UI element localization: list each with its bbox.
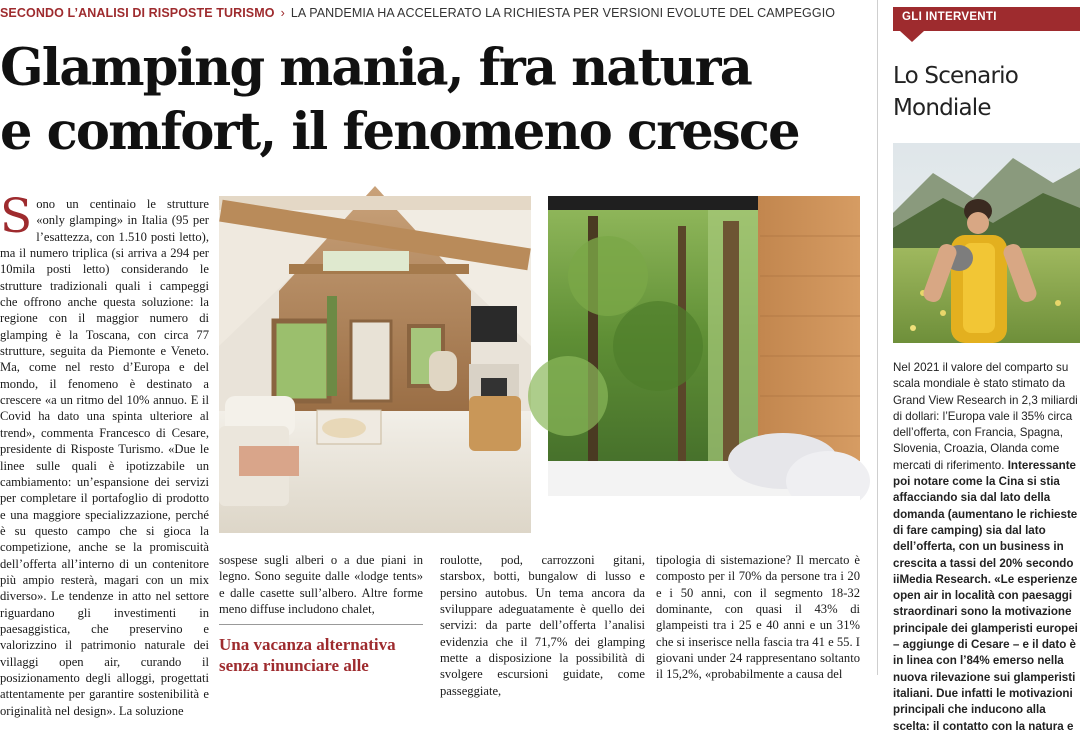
divider: [219, 624, 423, 625]
chevron-right-icon: ›: [280, 6, 285, 20]
sidebar-text-bold: Interessante poi notare come la Cina si stia affacciando sia dal lato della domanda (aumentano le richieste di fare camping) sia dal lato dell’offerta, con un business in crescita a tassi del 20% secondo iiMedia Research. «Le esperienze open air in località con paesaggi straordinari sono la motivazione principale dei glamperisti europei – aggiunge di Cesare – e il dato è in linea con l’84% emerso nella nuova rilevazione sui glamperisti italiani. Due infatti le motivazioni principali che inducono alla scelta: il contatto con la natura e: [893, 458, 1078, 733]
article-column-3: roulotte, pod, carrozzoni gitani, starsbox, botti, bungalow di lusso e persino autobus. Un tema ancora da sviluppare adeguatamente è quello dei servizi: da parte dell’offerta l’analisi evidenzia che il 71,7% dei glamping mette a disposizione la possibilità di svolgere escursioni guidate, come passeggiate,: [440, 553, 645, 698]
kicker-text: LA PANDEMIA HA ACCELERATO LA RICHIESTA PER VERSIONI EVOLUTE DEL CAMPEGGIO: [290, 6, 836, 20]
article-column-1: [0, 189, 209, 718]
sidebar-title: Lo Scenario Mondiale: [893, 63, 1018, 121]
column-divider: [877, 0, 878, 675]
photo-forest-bedroom: [548, 196, 860, 533]
headline-line-2: e comfort, il fenomeno cresce: [0, 102, 799, 162]
forest-bedroom-image: [548, 196, 860, 533]
headline-line-1: Glamping mania, fra natura: [0, 38, 751, 98]
tab-pointer-icon: [900, 31, 924, 42]
kicker-section: SECONDO L’ANALISI DI RISPOSTE TURISMO: [0, 6, 275, 20]
photo-hiker: [893, 143, 1080, 343]
kicker: [0, 6, 835, 26]
subheading: Una vacanza alternativa senza rinunciare alle: [219, 635, 396, 675]
sidebar-text-plain: Nel 2021 il valore del comparto su scala mondiale è stato stimato da Grand View Research in 2,3 miliardi di dollari: l’Europa vale il 35% circa dell’offerta, con Francia, Spagna, Slovenia, Croazia, Olanda come mercati di riferimento.: [893, 361, 1078, 472]
sidebar-text: [893, 360, 1080, 733]
dropcap: S: [0, 189, 33, 244]
section-tab-label: GLI INTERVENTI: [902, 11, 997, 23]
photo-cabin-interior: [219, 196, 531, 533]
headline: [0, 36, 860, 164]
section-tab: [893, 7, 1080, 31]
article-column-2: sospese sugli alberi o a due piani in legno. Sono seguite dalle «lodge tents» e dalle casette sull’albero. Altre forme meno diffuse includono chalet,: [219, 553, 423, 617]
hiker-image: [893, 143, 1080, 343]
cabin-interior-image: [219, 196, 531, 533]
article-column-1-text: ono un centinaio le strutture «only glamping» in Italia (95 per l’esattezza, con 1.510 posti letto), ma il numero triplica (si arriva a 294 per 10mila posti letto) considerando le strutture tradizionali quali i campeggi che offrono anche questa soluzione: la regione con il maggior numero di glamping è la Toscana, con circa 77 strutture, seguita da Piemonte e Veneto. Ma, come nel resto d’Europa e del mondo, il fenomeno è destinato a crescere «a un ritmo del 10% annuo. E il Covid ha dato una spinta ulteriore al trend», commenta Francesco di Cesare, presidente di Risposte Turismo. «Due le linee sulle quali è ipotizzabile un cambiamento: un’espansione dei servizi per completare il portafoglio di prodotto e una maggiore specializzazione, perché è su questo campo che si gioca la competizione, anche se la promiscuità dell’offerta all’interno di un contenitore più ampio resterà, magari con un mix diverso». Le tendenze in atto nel settore riguardano gli investimenti in paesaggistica, che preservino e valorizzino il patrimonio naturale dei villaggi open air, curando il posizionamento degli alloggi, progettati attentamente per garantire sostenibilità e originalità nel design». La soluzione: [0, 197, 209, 718]
article-column-4: tipologia di sistemazione? Il mercato è composto per il 70% da persone tra i 20 e i 50 anni, con il segmento 18-32 dominante, con quasi il 43% di glampeisti tra i 25 e 40 anni e un 31% che si inserisce nella fascia tra 41 e 55. I giovani under 24 rappresentano soltanto il 15,2%, «probabilmente a causa del: [656, 553, 860, 682]
